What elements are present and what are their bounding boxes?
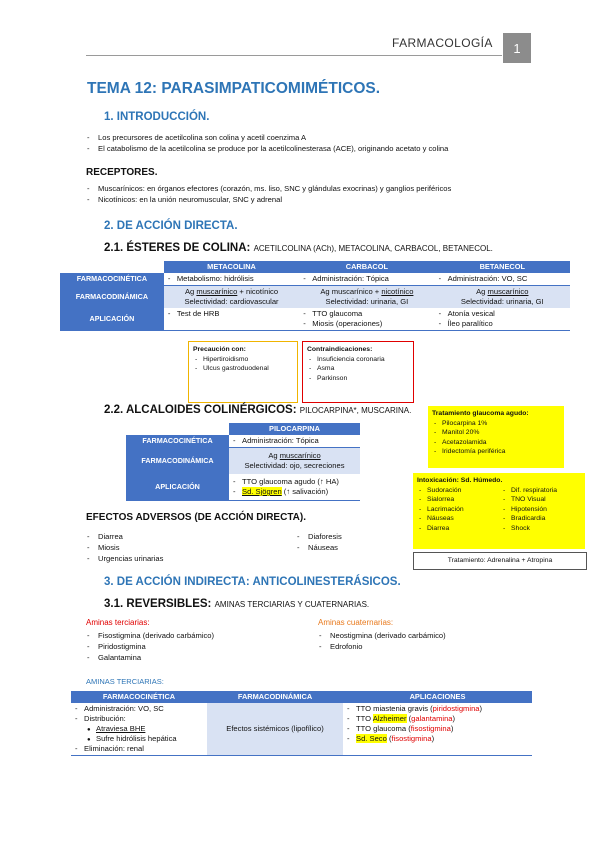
subsection-title: REVERSIBLES: — [126, 598, 212, 610]
section-1-heading: 1. INTRODUCCIÓN. — [104, 111, 210, 123]
intro-bullets — [86, 132, 448, 154]
terciarias-title: Aminas terciarias: — [86, 618, 150, 627]
list-item: - Sudoración — [417, 486, 497, 496]
cell: - Íleo paralítico — [438, 319, 567, 329]
list-item: - Pilocarpina 1% — [432, 419, 560, 429]
cell: - Sd. Sjögren (↑ salivación) — [232, 487, 357, 497]
cell: - Administración: VO, SC — [438, 274, 567, 284]
list-item: - Edrofonio — [318, 641, 446, 652]
cuaternarias-title: Aminas cuaternarias: — [318, 618, 394, 627]
col-header: CARBACOL — [299, 261, 434, 273]
list-item: - TTO miastenia gravis (piridostigmina) — [346, 704, 529, 714]
subsection-title: ÉSTERES DE COLINA: — [126, 242, 251, 254]
list-item: - Neostigmina (derivado carbámico) — [318, 630, 446, 641]
list-item: - Distribución: — [74, 714, 204, 724]
cell: - Administración: Tópica — [232, 436, 357, 446]
subsection-number: 2.2. — [104, 404, 124, 416]
efectos-heading: EFECTOS ADVERSOS (DE ACCIÓN DIRECTA). — [86, 512, 307, 523]
subsection-subtitle: ACETILCOLINA (ACh), METACOLINA, CARBACOL, BETANECOL. — [253, 244, 493, 253]
cell: - Test de HRB — [167, 309, 296, 319]
list-item: - Diaforesis — [296, 531, 342, 542]
list-item: - Fisostigmina (derivado carbámico) — [86, 630, 214, 641]
subsection-number: 2.1. — [104, 242, 124, 254]
box-title: Intoxicación: Sd. Húmedo. — [417, 477, 503, 484]
list-item: - Sialorrea — [417, 495, 497, 505]
list-item: - Hipertiroidismo — [193, 355, 293, 365]
list-item: - Miosis — [86, 542, 163, 553]
subsection-2-1-heading — [104, 242, 493, 254]
list-item: - Shock — [501, 524, 557, 534]
terciarias-list — [86, 630, 214, 663]
subsection-2-2-heading — [104, 404, 411, 416]
list-item: - Ulcus gastroduodenal — [193, 364, 293, 374]
list-item: - Piridostigmina — [86, 641, 214, 652]
list-item: - Muscarínicos: en órganos efectores (corazón, ms. liso, SNC y glándulas exocrinas) y ganglios periféricos — [86, 183, 451, 194]
box-title: Contraindicaciones: — [307, 346, 373, 353]
list-item: - Urgencias urinarias — [86, 553, 163, 564]
list-item: - Galantamina — [86, 652, 214, 663]
row-header: FARMACODINÁMICA — [126, 448, 229, 475]
list-item: - Acetazolamida — [432, 438, 560, 448]
glaucoma-box — [428, 406, 564, 468]
list-item: - El catabolismo de la acetilcolina se produce por la acetilcolinesterasa (ACE), originando acetato y colina — [86, 143, 448, 154]
farmacocinetica-cell — [71, 703, 207, 756]
cell: - Metabolismo: hidrólisis — [167, 274, 296, 284]
efectos-right — [296, 531, 342, 553]
list-item: - Lacrimación — [417, 505, 497, 515]
col-header: FARMACOCINÉTICA — [71, 691, 207, 703]
cell: - Atonía vesical — [438, 309, 567, 319]
list-item: - Insuficiencia coronaria — [307, 355, 409, 365]
list-item: - TTO Alzheimer (galantamina) — [346, 714, 529, 724]
esteres-table — [60, 261, 570, 331]
page-number: 1 — [503, 33, 531, 63]
col-header: BETANECOL — [435, 261, 570, 273]
table-label: AMINAS TERCIARIAS: — [86, 677, 164, 686]
efectos-left — [86, 531, 163, 564]
cell: Ag muscarínico Selectividad: urinaria, GI — [460, 287, 544, 306]
list-item: - Administración: VO, SC — [74, 704, 204, 714]
aplicaciones-cell — [343, 703, 532, 756]
tratamiento-box: Tratamiento: Adrenalina + Atropina — [413, 552, 587, 570]
list-item: - TNO Visual — [501, 495, 557, 505]
cell: - TTO glaucoma — [302, 309, 431, 319]
contraindicaciones-box — [302, 341, 414, 403]
list-item: - Diarrea — [86, 531, 163, 542]
list-item: - Manitol 20% — [432, 428, 560, 438]
cell: - Miosis (operaciones) — [302, 319, 431, 329]
cell: Ag muscarínico Selectividad: ojo, secreciones — [244, 451, 345, 470]
list-item: - Eliminación: renal — [74, 744, 204, 754]
col-header: PILOCARPINA — [229, 423, 360, 435]
list-item: - Los precursores de acetilcolina son colina y acetil coenzima A — [86, 132, 448, 143]
row-header: APLICACIÓN — [60, 308, 164, 331]
farmacodinamica-cell: Efectos sistémicos (lipofílico) — [207, 703, 343, 756]
subsection-subtitle: PILOCARPINA*, MUSCARINA. — [299, 406, 412, 415]
box-title: Tratamiento glaucoma agudo: — [432, 410, 529, 417]
list-item: - Bradicardia — [501, 514, 557, 524]
row-header: APLICACIÓN — [126, 474, 229, 501]
intoxicacion-box — [413, 473, 585, 549]
aminas-terciarias-table — [71, 691, 532, 756]
list-item: - Nicotínicos: en la unión neuromuscular, SNC y adrenal — [86, 194, 451, 205]
list-item: - Hipotensión — [501, 505, 557, 515]
page-title: TEMA 12: PARASIMPATICOMIMÉTICOS. — [87, 80, 381, 97]
list-item: - Iridectomía periférica — [432, 447, 560, 457]
header-rule — [86, 55, 502, 56]
subsection-number: 3.1. — [104, 598, 124, 610]
list-item: - Asma — [307, 364, 409, 374]
list-item: - TTO glaucoma (fisostigmina) — [346, 724, 529, 734]
receptores-heading: RECEPTORES. — [86, 167, 158, 178]
subsection-3-1-heading — [104, 598, 369, 610]
cell: Ag muscarínico + nicotínico Selectividad: urinaria, GI — [320, 287, 414, 306]
list-item: - Dif. respiratoria — [501, 486, 557, 496]
header-subject: FARMACOLOGÍA — [392, 36, 493, 50]
row-header: FARMACOCINÉTICA — [126, 435, 229, 448]
subsection-title: ALCALOIDES COLINÉRGICOS: — [125, 404, 297, 416]
cell: - TTO glaucoma agudo (↑ HA) — [232, 477, 357, 487]
list-item: ● Atraviesa BHE — [86, 724, 204, 734]
row-header: FARMACOCINÉTICA — [60, 273, 164, 286]
cell: - Administración: Tópica — [302, 274, 431, 284]
cuaternarias-list — [318, 630, 446, 652]
row-header: FARMACODINÁMICA — [60, 286, 164, 309]
list-item: - Diarrea — [417, 524, 497, 534]
section-2-heading: 2. DE ACCIÓN DIRECTA. — [104, 220, 238, 232]
list-item: - Náuseas — [417, 514, 497, 524]
pilocarpina-table — [126, 423, 360, 501]
section-3-heading: 3. DE ACCIÓN INDIRECTA: ANTICOLINESTERÁSICOS. — [104, 576, 401, 588]
list-item: ● Sufre hidrólisis hepática — [86, 734, 204, 744]
box-title: Precaución con: — [193, 346, 246, 353]
list-item: - Parkinson — [307, 374, 409, 384]
precaucion-box — [188, 341, 298, 403]
subsection-subtitle: AMINAS TERCIARIAS Y CUATERNARIAS. — [214, 600, 370, 609]
col-header: METACOLINA — [164, 261, 299, 273]
col-header: APLICACIONES — [343, 691, 532, 703]
col-header: FARMACODINÁMICA — [207, 691, 343, 703]
list-item: - Sd. Seco (fisostigmina) — [346, 734, 529, 744]
receptores-bullets — [86, 183, 451, 205]
list-item: - Náuseas — [296, 542, 342, 553]
cell: Ag muscarínico + nicotínico Selectividad: cardiovascular — [184, 287, 279, 306]
